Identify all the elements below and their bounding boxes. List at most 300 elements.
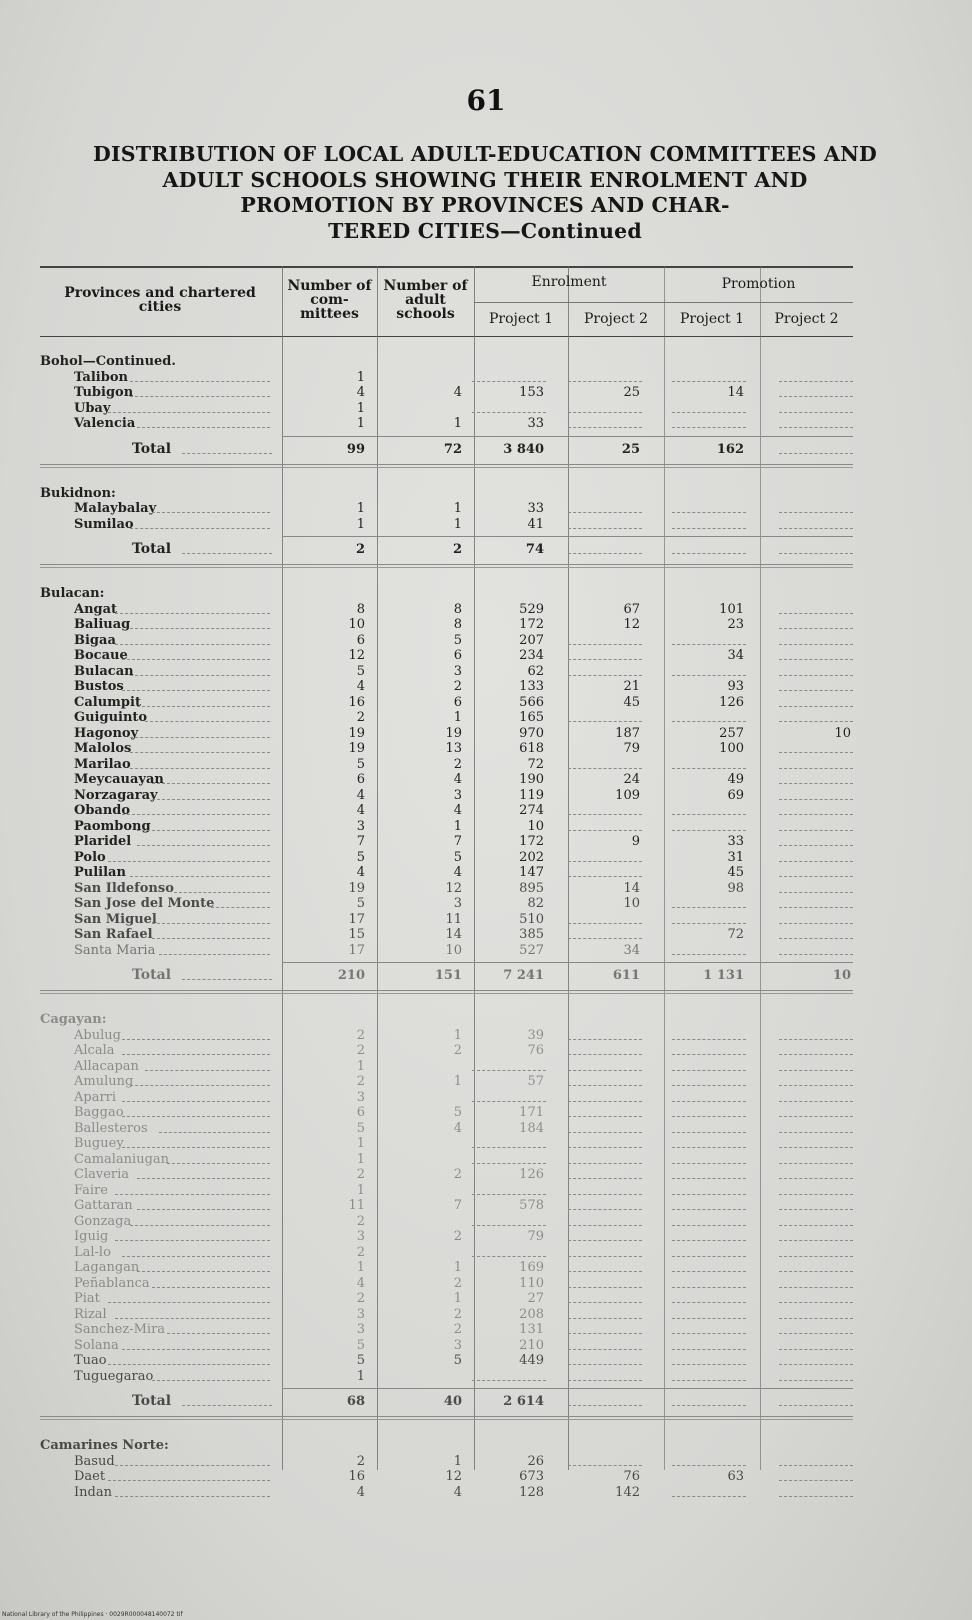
leader-dots: [108, 861, 270, 862]
empty-cell-dots: [779, 512, 853, 513]
table-cell-e1: 72: [527, 756, 544, 772]
table-row-name: Santa Maria: [74, 942, 156, 958]
table-row-name: Allacapan: [74, 1058, 139, 1074]
table-cell-s: 11: [445, 911, 462, 927]
empty-cell-dots: [568, 830, 642, 831]
table-row-name: Bulacan: [74, 663, 134, 679]
total-value-p1: 1 131: [703, 968, 744, 983]
table-cell-s: 2: [453, 756, 462, 772]
table-row-name: Gonzaga: [74, 1213, 132, 1229]
empty-cell-dots: [672, 923, 746, 924]
total-bottom-rule: [40, 464, 853, 465]
total-label: Total: [132, 541, 172, 557]
table-row-name: San Jose del Monte: [74, 896, 215, 911]
section-heading: Bukidnon:: [40, 485, 116, 501]
header-project-2: Project 2: [774, 311, 839, 327]
header-committees: Number of com- mittees: [287, 278, 372, 322]
table-cell-s: 5: [453, 1353, 462, 1368]
leader-dots: [108, 1364, 270, 1365]
empty-cell-dots: [568, 1163, 642, 1164]
empty-cell-dots: [779, 721, 853, 722]
empty-cell-dots: [779, 1178, 853, 1179]
leader-dots: [130, 752, 270, 753]
empty-cell-dots: [779, 628, 853, 629]
total-bottom-rule-2: [40, 993, 853, 994]
table-row-name: Guiguinto: [74, 710, 148, 725]
total-top-rule: [282, 536, 853, 537]
table-row-name: Basud: [74, 1453, 115, 1469]
leader-dots: [137, 830, 270, 831]
table-cell-p1: 14: [727, 385, 744, 400]
table-cell-c: 1: [356, 516, 365, 532]
table-row-name: Malolos: [74, 741, 132, 756]
leader-dots: [130, 1085, 270, 1086]
empty-cell-dots: [568, 412, 642, 413]
leader-dots: [130, 628, 270, 629]
table-cell-c: 5: [356, 1337, 365, 1353]
empty-cell-dots: [672, 1465, 746, 1466]
table-cell-s: 1: [453, 1291, 462, 1306]
table-cell-c: 2: [356, 1043, 365, 1058]
table-cell-s: 6: [453, 648, 462, 663]
empty-cell-dots: [568, 1364, 642, 1365]
empty-cell-dots: [779, 706, 853, 707]
leader-dots: [130, 381, 270, 382]
empty-cell-dots: [779, 1465, 853, 1466]
table-cell-p1: 49: [727, 772, 744, 787]
table-cell-p1: 45: [727, 865, 744, 880]
leader-dots: [115, 613, 270, 614]
empty-cell-dots: [779, 783, 853, 784]
total-bottom-rule: [40, 1416, 853, 1417]
total-top-rule: [282, 962, 853, 963]
table-cell-e1: 133: [519, 679, 544, 694]
empty-cell-dots: [779, 1194, 853, 1195]
empty-cell-dots: [568, 721, 642, 722]
empty-cell-dots: [672, 553, 746, 554]
empty-cell-dots: [779, 1333, 853, 1334]
table-row-name: Solana: [74, 1337, 119, 1353]
table-cell-s: 2: [453, 1229, 462, 1244]
table-row-name: Bigaa: [74, 632, 116, 648]
table-cell-e2: 45: [623, 694, 640, 710]
table-cell-c: 4: [356, 385, 365, 400]
table-cell-s: 2: [453, 1306, 462, 1322]
table-cell-c: 16: [348, 1469, 365, 1484]
leader-dots: [182, 453, 272, 454]
empty-cell-dots: [568, 1147, 642, 1148]
table-cell-e1: 210: [519, 1337, 544, 1353]
empty-cell-dots: [568, 1209, 642, 1210]
table-row-name: Bustos: [74, 679, 124, 694]
empty-cell-dots: [568, 675, 642, 676]
table-row-name: San Rafael: [74, 927, 153, 942]
leader-dots: [115, 1318, 270, 1319]
table-cell-c: 4: [356, 865, 365, 880]
table-cell-s: 4: [453, 865, 462, 880]
table-cell-p1: 93: [727, 679, 744, 694]
leader-dots: [182, 553, 272, 554]
table-cell-c: 3: [356, 1089, 365, 1105]
empty-cell-dots: [779, 1209, 853, 1210]
table-row-name: Indan: [74, 1484, 112, 1500]
empty-cell-dots: [568, 1070, 642, 1071]
table-cell-e1: 172: [519, 834, 544, 849]
table-cell-e1: 274: [519, 803, 544, 818]
table-cell-p1: 63: [727, 1469, 744, 1484]
column-divider: [282, 266, 283, 1470]
table-cell-s: 1: [453, 1074, 462, 1089]
table-cell-p1: 98: [727, 880, 744, 896]
table-cell-c: 19: [348, 741, 365, 756]
empty-cell-dots: [672, 427, 746, 428]
empty-cell-dots: [779, 799, 853, 800]
total-label: Total: [132, 967, 172, 983]
table-cell-s: 12: [445, 1469, 462, 1484]
table-cell-e1: 172: [519, 617, 544, 632]
table-cell-s: 3: [453, 896, 462, 911]
table-cell-p1: 31: [727, 849, 744, 865]
header-project-2: Project 2: [584, 311, 648, 327]
table-row-name: Sumilao: [74, 516, 134, 532]
leader-dots: [145, 721, 270, 722]
empty-cell-dots: [568, 659, 642, 660]
table-cell-c: 10: [348, 617, 365, 632]
table-row-name: Lal-lo: [74, 1244, 111, 1260]
empty-cell-dots: [672, 1054, 746, 1055]
column-divider: [760, 266, 761, 1470]
empty-cell-dots: [568, 1132, 642, 1133]
table-row-name: San Miguel: [74, 911, 157, 927]
table-cell-e1: 147: [519, 865, 544, 880]
table-cell-s: 4: [453, 1484, 462, 1500]
empty-cell-dots: [672, 1225, 746, 1226]
leader-dots: [159, 954, 270, 955]
table-cell-s: 1: [453, 1027, 462, 1043]
table-cell-c: 8: [356, 601, 365, 617]
empty-cell-dots: [779, 1147, 853, 1148]
empty-cell-dots: [779, 613, 853, 614]
table-cell-c: 1: [356, 1058, 365, 1074]
table-cell-c: 1: [356, 1368, 365, 1384]
leader-dots: [152, 1380, 270, 1381]
empty-cell-dots: [568, 1405, 642, 1406]
total-label: Total: [132, 1393, 172, 1409]
table-row-name: Meycauayan: [74, 772, 164, 787]
empty-cell-dots: [779, 659, 853, 660]
table-cell-e2: 14: [623, 880, 640, 896]
empty-cell-dots: [568, 1256, 642, 1257]
table-cell-c: 1: [356, 1260, 365, 1275]
empty-cell-dots: [472, 1380, 546, 1381]
table-cell-e1: 126: [519, 1167, 544, 1182]
table-cell-c: 3: [356, 818, 365, 834]
table-cell-e1: 970: [519, 725, 544, 741]
title-line: DISTRIBUTION OF LOCAL ADULT-EDUCATION COMMITTEES AND: [93, 142, 877, 166]
leader-dots: [115, 1240, 270, 1241]
table-row-name: Peñablanca: [74, 1275, 150, 1291]
empty-cell-dots: [779, 814, 853, 815]
table-cell-e1: 131: [519, 1322, 544, 1337]
header-bottom-rule: [40, 336, 853, 337]
table-row-name: Marilao: [74, 756, 131, 772]
section-heading: Camarines Norte:: [40, 1438, 169, 1453]
table-cell-c: 19: [348, 880, 365, 896]
leader-dots: [159, 1132, 270, 1133]
empty-cell-dots: [779, 1380, 853, 1381]
total-value-e1: 2 614: [503, 1394, 544, 1409]
table-cell-c: 3: [356, 1322, 365, 1337]
table-cell-c: 1: [356, 369, 365, 385]
table-cell-e1: 165: [519, 710, 544, 725]
leader-dots: [108, 1480, 270, 1481]
table-cell-s: 5: [453, 1105, 462, 1120]
table-cell-e1: 208: [519, 1306, 544, 1322]
empty-cell-dots: [672, 1287, 746, 1288]
table-cell-c: 5: [356, 1120, 365, 1136]
empty-cell-dots: [779, 528, 853, 529]
leader-dots: [167, 1163, 270, 1164]
empty-cell-dots: [779, 1054, 853, 1055]
empty-cell-dots: [672, 1116, 746, 1117]
empty-cell-dots: [779, 876, 853, 877]
empty-cell-dots: [779, 830, 853, 831]
total-value-s: 72: [443, 441, 462, 457]
empty-cell-dots: [779, 427, 853, 428]
leader-dots: [115, 644, 270, 645]
table-cell-c: 5: [356, 896, 365, 911]
empty-cell-dots: [672, 675, 746, 676]
empty-cell-dots: [672, 830, 746, 831]
empty-cell-dots: [672, 1194, 746, 1195]
table-cell-p1: 34: [727, 648, 744, 663]
table-cell-p1: 100: [719, 741, 744, 756]
table-cell-e2: 25: [623, 385, 640, 400]
empty-cell-dots: [672, 1163, 746, 1164]
table-cell-e1: 119: [519, 787, 544, 803]
total-value-s: 151: [434, 968, 462, 983]
table-cell-c: 4: [356, 787, 365, 803]
empty-cell-dots: [779, 381, 853, 382]
empty-cell-dots: [568, 1465, 642, 1466]
leader-dots: [145, 1070, 270, 1071]
table-row-name: Amulung: [74, 1074, 134, 1089]
total-value-e2: 25: [621, 441, 640, 457]
total-value-c: 68: [346, 1394, 365, 1409]
header-project-1: Project 1: [489, 311, 553, 327]
total-bottom-rule-2: [40, 467, 853, 468]
empty-cell-dots: [672, 1405, 746, 1406]
empty-cell-dots: [779, 675, 853, 676]
empty-cell-dots: [672, 1364, 746, 1365]
table-cell-e1: 171: [519, 1105, 544, 1120]
total-value-e2: 611: [612, 968, 640, 983]
table-cell-c: 19: [348, 725, 365, 741]
total-value-e1: 74: [525, 542, 544, 557]
empty-cell-dots: [672, 768, 746, 769]
table-cell-e1: 184: [519, 1120, 544, 1136]
footer-credit: National Library of the Philippines · 0029R000048140072 tif: [2, 1611, 183, 1618]
empty-cell-dots: [779, 1271, 853, 1272]
total-value-c: 99: [346, 441, 365, 457]
total-bottom-rule: [40, 564, 853, 565]
table-cell-e1: 566: [519, 694, 544, 710]
table-row-name: Sanchez-Mira: [74, 1322, 166, 1337]
table-cell-p1: 126: [719, 694, 744, 710]
table-row-name: Calumpit: [74, 694, 141, 710]
leader-dots: [122, 1054, 270, 1055]
table-cell-c: 4: [356, 1484, 365, 1500]
leader-dots: [137, 1271, 270, 1272]
empty-cell-dots: [672, 1178, 746, 1179]
table-cell-c: 2: [356, 1213, 365, 1229]
table-row-name: Valencia: [74, 416, 136, 431]
empty-cell-dots: [779, 1085, 853, 1086]
table-cell-e2: 9: [631, 834, 640, 849]
table-cell-e2: 12: [623, 617, 640, 632]
leader-dots: [122, 659, 270, 660]
leader-dots: [122, 1116, 270, 1117]
empty-cell-dots: [779, 1405, 853, 1406]
table-row-name: Tuao: [74, 1353, 107, 1368]
empty-cell-dots: [779, 396, 853, 397]
table-row-name: Malaybalay: [74, 501, 157, 516]
empty-cell-dots: [568, 768, 642, 769]
empty-cell-dots: [568, 427, 642, 428]
empty-cell-dots: [779, 1039, 853, 1040]
empty-cell-dots: [779, 861, 853, 862]
total-value-s: 2: [452, 542, 462, 557]
table-cell-e2: 34: [623, 942, 640, 958]
header-promotion: Promotion: [721, 276, 796, 292]
total-label: Total: [132, 440, 172, 457]
title-line: PROMOTION BY PROVINCES AND CHAR-: [240, 193, 730, 217]
empty-cell-dots: [568, 1240, 642, 1241]
leader-dots: [122, 690, 270, 691]
table-cell-c: 1: [356, 1136, 365, 1151]
table-cell-s: 10: [445, 942, 462, 958]
table-cell-p1: 257: [719, 725, 744, 741]
leader-dots: [122, 1039, 270, 1040]
table-cell-c: 5: [356, 849, 365, 865]
empty-cell-dots: [672, 1039, 746, 1040]
table-cell-c: 1: [356, 501, 365, 516]
leader-dots: [137, 845, 270, 846]
empty-cell-dots: [472, 1101, 546, 1102]
leader-dots: [167, 1333, 270, 1334]
empty-cell-dots: [672, 1240, 746, 1241]
empty-cell-dots: [672, 412, 746, 413]
table-row-name: Hagonoy: [74, 725, 139, 741]
table-cell-c: 12: [348, 648, 365, 663]
empty-cell-dots: [779, 752, 853, 753]
table-row-name: Lagangan: [74, 1260, 140, 1275]
section-heading: Bulacan:: [40, 586, 105, 601]
table-cell-e1: 529: [519, 601, 544, 617]
leader-dots: [122, 1256, 270, 1257]
table-cell-e1: 39: [527, 1027, 544, 1043]
leader-dots: [182, 1405, 272, 1406]
empty-cell-dots: [568, 1085, 642, 1086]
empty-cell-dots: [568, 381, 642, 382]
empty-cell-dots: [779, 453, 853, 454]
empty-cell-dots: [568, 1318, 642, 1319]
table-cell-c: 3: [356, 1229, 365, 1244]
table-cell-c: 5: [356, 756, 365, 772]
table-cell-c: 1: [356, 1182, 365, 1198]
empty-cell-dots: [779, 1287, 853, 1288]
empty-cell-dots: [672, 721, 746, 722]
total-value-p2: 10: [832, 968, 851, 983]
empty-cell-dots: [568, 1287, 642, 1288]
empty-cell-dots: [568, 1054, 642, 1055]
empty-cell-dots: [568, 1039, 642, 1040]
table-cell-e1: 62: [527, 663, 544, 679]
leader-dots: [137, 1178, 270, 1179]
table-cell-c: 3: [356, 1306, 365, 1322]
header-project-1: Project 1: [680, 311, 744, 327]
column-divider: [664, 266, 665, 1470]
table-cell-s: 5: [453, 849, 462, 865]
empty-cell-dots: [672, 1380, 746, 1381]
empty-cell-dots: [779, 768, 853, 769]
leader-dots: [122, 1147, 270, 1148]
table-cell-e2: 79: [623, 741, 640, 756]
empty-cell-dots: [672, 1085, 746, 1086]
table-cell-e1: 82: [527, 896, 544, 911]
table-cell-s: 3: [453, 663, 462, 679]
table-cell-s: 1: [453, 416, 462, 431]
table-row-name: Baliuag: [74, 617, 131, 632]
table-row-name: Talibon: [74, 369, 128, 385]
table-cell-e2: 24: [623, 772, 640, 787]
empty-cell-dots: [568, 876, 642, 877]
empty-cell-dots: [672, 1333, 746, 1334]
table-cell-e1: 33: [527, 501, 544, 516]
leader-dots: [152, 1287, 270, 1288]
empty-cell-dots: [672, 1209, 746, 1210]
table-cell-e1: 128: [519, 1484, 544, 1500]
table-cell-c: 2: [356, 1027, 365, 1043]
empty-cell-dots: [672, 814, 746, 815]
empty-cell-dots: [568, 1349, 642, 1350]
leader-dots: [137, 706, 270, 707]
table-row-name: Tuguegarao: [74, 1368, 154, 1384]
table-cell-s: 2: [453, 1043, 462, 1058]
empty-cell-dots: [672, 1256, 746, 1257]
total-top-rule: [282, 436, 853, 437]
empty-cell-dots: [779, 1225, 853, 1226]
table-cell-e2: 109: [615, 787, 640, 803]
empty-cell-dots: [568, 938, 642, 939]
header-enrolment: Enrolment: [531, 274, 607, 290]
table-cell-c: 7: [356, 834, 365, 849]
leader-dots: [130, 675, 270, 676]
empty-cell-dots: [672, 907, 746, 908]
table-cell-c: 2: [356, 1167, 365, 1182]
empty-cell-dots: [472, 1070, 546, 1071]
empty-cell-dots: [779, 1101, 853, 1102]
table-cell-s: 14: [445, 927, 462, 942]
table-cell-s: 6: [453, 694, 462, 710]
empty-cell-dots: [568, 1302, 642, 1303]
total-bottom-rule: [40, 990, 853, 991]
table-cell-e1: 79: [527, 1229, 544, 1244]
table-row-name: Tubigon: [74, 385, 134, 400]
empty-cell-dots: [672, 1147, 746, 1148]
table-cell-s: 3: [453, 1337, 462, 1353]
empty-cell-dots: [672, 1318, 746, 1319]
